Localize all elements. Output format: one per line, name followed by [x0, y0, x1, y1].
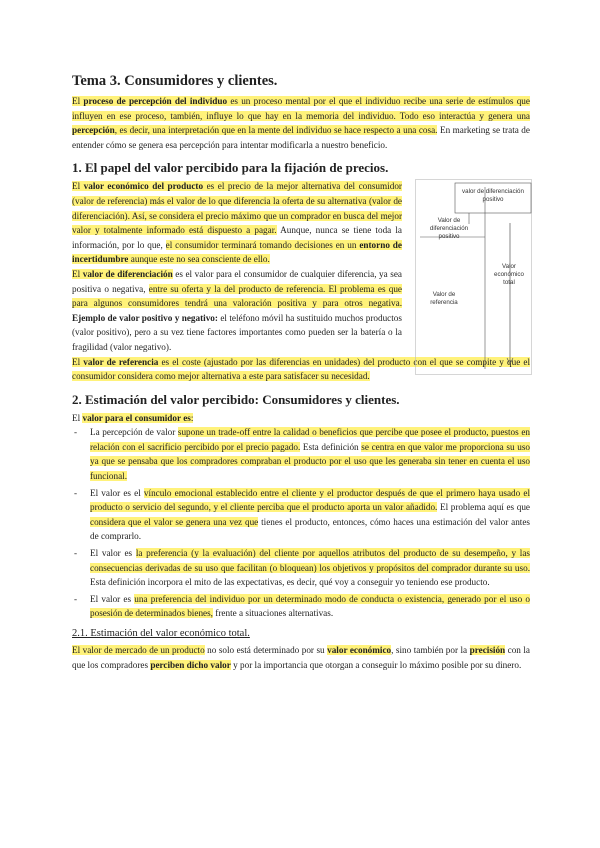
page-title: Tema 3. Consumidores y clientes.	[72, 73, 278, 89]
list-item: - El valor es la preferencia (y la evaluación) del cliente por aquellos atributos del producto de su desempeño, y las consecuencias derivadas de su uso que facilitan (o bloquean) los objetivos y propósitos del comprador durante su uso. Esta definición incorpora el mito de las expectativas, es decir, qué voy a conseguir yo teniendo ese producto.	[90, 546, 530, 590]
list-item: - El valor es una preferencia del individuo por un determinado modo de conducta o existencia, generado por el uso o posesión de determinados bienes, frente a situaciones alternativas.	[90, 592, 530, 621]
differentiation-value-paragraph: El valor de diferenciación es el valor para el consumidor de cualquier diferencia, ya sea positiva o negativa, entre su oferta y la del producto de referencia. El problema es que para algunos consumidores tendrá una valoración positiva y para otros negativa. Ejemplo de valor positivo y negativo: el teléfono móvil ha sustituido muchos productos (valor positivo), pero a su vez tiene factores importantes como pueden ser la batería o la fragilidad (valor negativo).	[72, 268, 403, 352]
list-item: - La percepción de valor supone un trade-off entre la calidad o beneficios que percibe que posee el producto, puestos en relación con el sacrificio percibido por el precio pagado. Esta definición se centra en que valor me proporciona su uso ya que se pensaba que los compradores compraban el producto por el uso que les generaba sin tener en cuenta el uso funcional.	[90, 425, 530, 483]
section-1-heading: 1. El papel del valor percibido para la fijación de precios.	[72, 160, 389, 176]
diagram-label-total: Valor económico total	[494, 263, 524, 287]
diagram-label-differentiation: Valor de diferenciación positivo	[429, 217, 469, 241]
section-1-body	[72, 179, 530, 354]
intro-paragraph: El proceso de percepción del individuo es un proceso mental por el que el individuo recibe una serie de estímulos que influyen en ese proceso, también, influye lo que hay en la memoria del individuo. Todo eso interactúa y genera una percepción, es decir, una interpretación que en la mente del individuo se hace respecto a una cosa. En marketing se trata de entender cómo se genera esa percepción para intentar modificarla a nuestro beneficio.	[72, 96, 530, 150]
value-diagram	[415, 179, 532, 375]
economic-value-paragraph: El valor económico del producto es el precio de la mejor alternativa del consumidor (valor de referencia) más el valor de lo que diferencia la oferta de su alternativa (valor de diferenciación). Así, se considera el precio máximo que un comprador en busca del mejor valor y totalmente informado está dispuesto a pagar. Aunque, nunca se tiene toda la información, por lo que, el consumidor terminará tomando decisiones en un entorno de incertidumbre aunque este no sea consciente de ello.	[72, 181, 403, 265]
list-item: - El valor es el vínculo emocional establecido entre el cliente y el productor después de que el primero haya usado el producto o servicio del segundo, y el cliente perciba que el producto aporta un valor añadido. El problema aquí es que considera que el valor se genera una vez que tienes el producto, entonces, cómo haces una estimación del valor antes de comprarlo.	[90, 486, 530, 544]
total-economic-value-paragraph: El valor de mercado de un producto no solo está determinado por su valor económico, sino también por la precisión con la que los compradores perciben dicho valor y por la importancia que otorgan a conseguir lo máximo posible por su dinero.	[72, 645, 530, 670]
reference-value-paragraph: El valor de referencia es el coste (ajustado por las diferencias en unidades) del producto con el que se compite y que el consumidor considera como mejor alternativa a este para satisfacer su necesidad.	[72, 356, 530, 382]
section-2-lead: El valor para el consumidor es:	[72, 412, 194, 423]
diagram-label-top: valor de diferenciación positivo	[462, 188, 524, 204]
diagram-label-reference: Valor de referencia	[430, 291, 458, 307]
document-page	[72, 72, 530, 672]
section-2-1-heading: 2.1. Estimación del valor económico total.	[72, 628, 250, 639]
consumer-value-list	[72, 425, 530, 621]
intro-highlight: El proceso de percepción del individuo es un proceso mental por el que el individuo recibe una serie de estímulos que influyen en ese proceso, también, influye lo que hay en la memoria del individuo. Todo eso interactúa y genera una percepción, es decir, una interpretación que en la mente del individuo se hace respecto a una cosa.	[72, 96, 530, 136]
section-2-heading: 2. Estimación del valor percibido: Consumidores y clientes.	[72, 391, 400, 407]
